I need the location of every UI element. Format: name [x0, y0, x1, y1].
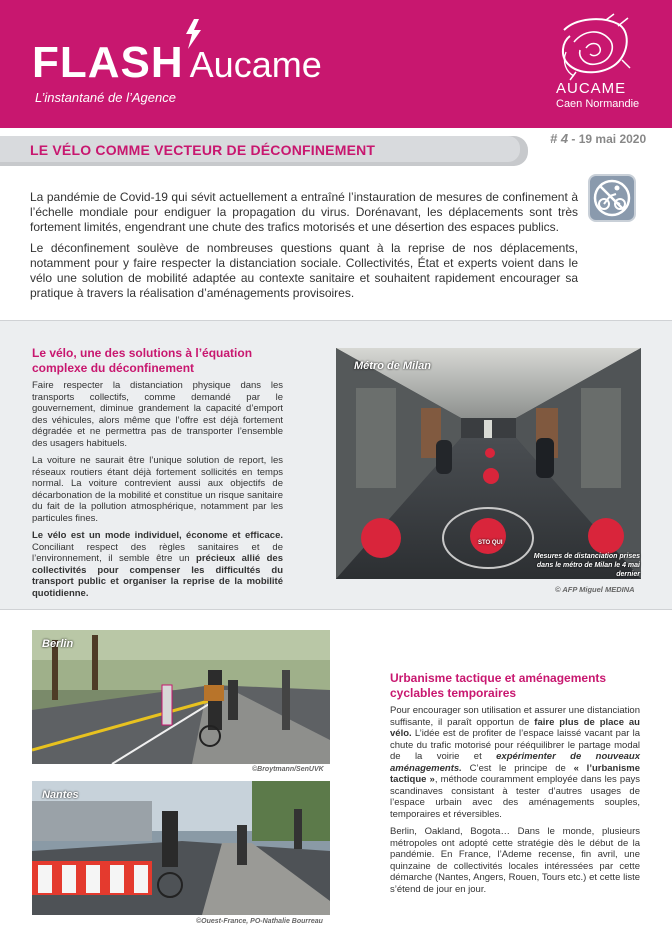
body-paragraph: La voiture ne saurait être l’unique solution de report, les réseaux routiers étant déjà fortement sollicités en temps normal. La voiture contrevient aussi aux objectifs de décarbonation de la mobilité et constitue un risque sanitaire du fait de la pollution atmosphérique, notamment par les particules fines.	[32, 455, 283, 524]
no-bike-icon	[588, 174, 636, 222]
issue-info	[550, 131, 646, 146]
logo-name: AUCAME	[556, 80, 627, 97]
floor-sticker-text: STO QUI	[478, 540, 503, 546]
body-text: C’est le principe de	[461, 762, 574, 774]
cyclist-icon	[590, 176, 634, 220]
body-text: Pour encourager son utilisation et assurer une distanciation suffisante, il paraît opportun de	[390, 705, 640, 728]
bold-text: Le vélo est un mode individuel, économe et efficace.	[32, 530, 283, 541]
body-paragraph: Faire respecter la distanciation physique dans les transports collectifs, comme demandé par le gouvernement, diminue grandement la capacité d’emport des véhicules, alors même que l’offre est déjà fortement dégradée et ne permettra pas de transporter l’ensemble des usagers habituels.	[32, 380, 283, 449]
photo-label: Nantes	[42, 789, 79, 801]
publication-title	[32, 38, 322, 88]
body-text: , méthode couramment employée dans les pays scandinaves consistant à tester d’autres usages de l’espace urbain avec des aménagements souples, temporaires et réversibles.	[390, 774, 640, 820]
section-body	[32, 380, 283, 605]
tagline: L’instantané de l’Agence	[35, 90, 176, 105]
body-paragraph: Berlin, Oakland, Bogota… Dans le monde, plusieurs métropoles ont adopté cette stratégie dès le début de la pandémie. En France, l’Ademe recense, fin avril, une quinzaine de collectivités locales intéressées par cette démarche (Nantes, Angers, Rouen, Tours etc.) et cette liste s’étend de jour en jour.	[390, 826, 640, 895]
intro-paragraph: La pandémie de Covid-19 qui sévit actuellement a entraîné l’instauration de mesures de confinement à l’échelle mondiale pour endiguer la propagation du virus. Dorénavant, les déplacements sont très fortement limités, engendrant une chute des trafics motorisés et une désertion des espaces publics.	[30, 190, 578, 234]
photo-credit: ©Broytmann/SenUVK	[252, 766, 324, 773]
photo-credit: © AFP Miguel MEDINA	[555, 585, 635, 594]
flash-word: FLASH	[32, 38, 184, 87]
intro-paragraph: Le déconfinement soulève de nombreuses questions quant à la reprise de nos déplacements, notamment pour y faire respecter la distanciation sociale. Collectivités, État et experts voient dans le vélo une solution de mobilité adaptée au contexte sanitaire et souhaitent rapidement encourager sa pratique à travers la réalisation d’aménagements provisoires.	[30, 241, 578, 300]
issue-number: # 4	[550, 131, 569, 146]
nantes-photo	[32, 781, 330, 915]
section-body	[390, 705, 640, 901]
bold-text: précieux allié des collectivités pour compenser les difficultés du transport public et organiser la reprise de la mobilité quotidienne.	[32, 553, 283, 599]
section-heading: Urbanisme tactique et aménagements cyclables temporaires	[390, 671, 607, 700]
section-heading: Le vélo, une des solutions à l’équation complexe du déconfinement	[32, 346, 253, 375]
header-banner	[0, 0, 672, 128]
issue-date: - 19 mai 2020	[571, 132, 647, 146]
aucame-logo-icon	[556, 12, 636, 84]
bold-italic-text: expérimenter de nouveaux aménagements.	[390, 751, 640, 774]
body-text: Conciliant respect des règles sanitaires et de l’environnement, il semble être un	[32, 541, 283, 564]
body-paragraph	[32, 530, 283, 599]
intro-text	[30, 190, 578, 307]
body-text: L’idée est de profiter de l’espace laissé vacant par la chute du trafic motorisé pour rééquilibrer le partage modal de la voirie et	[390, 728, 640, 762]
photo-label: Berlin	[42, 638, 74, 650]
photo-caption: Mesures de distanciation prises dans le métro de Milan le 4 mai dernier	[533, 553, 640, 578]
aucame-word: Aucame	[189, 44, 322, 85]
bold-text: faire plus de place au vélo.	[390, 716, 640, 739]
page-title: LE VÉLO COMME VECTEUR DE DÉCONFINEMENT	[30, 142, 376, 158]
photo-label: Métro de Milan	[354, 360, 432, 372]
bold-text: « l’urbanisme tactique »	[390, 762, 640, 785]
logo-subtitle: Caen Normandie	[556, 98, 640, 110]
berlin-photo	[32, 630, 330, 764]
lightning-icon	[180, 18, 206, 50]
body-paragraph	[390, 705, 640, 820]
photo-credit: ©Ouest-France, PO-Nathalie Bourreau	[196, 918, 323, 925]
